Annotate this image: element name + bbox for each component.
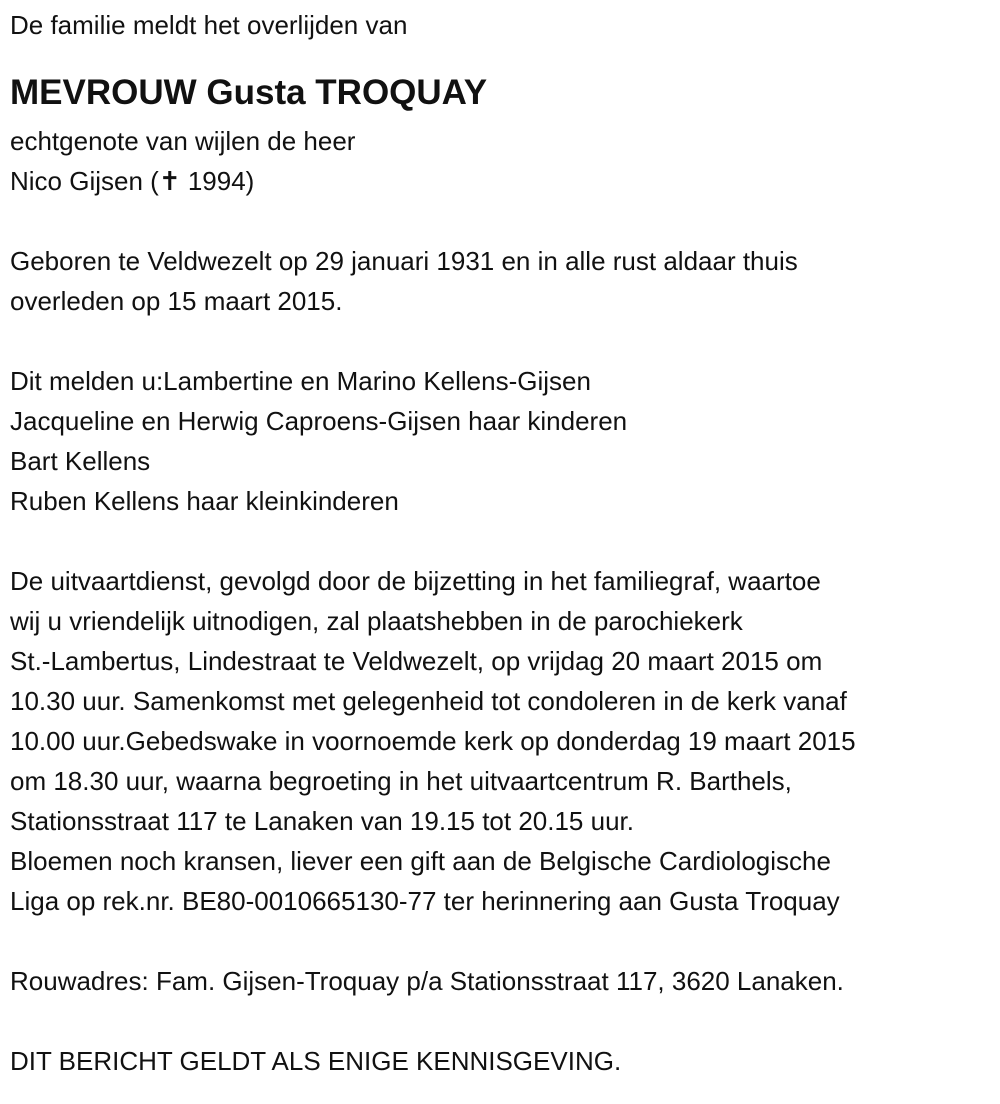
death-notice: [10, 5, 856, 1081]
closing-notice: DIT BERICHT GELDT ALS ENIGE KENNISGEVING.: [10, 1046, 622, 1076]
birth-line: overleden op 15 maart 2015.: [10, 286, 343, 316]
family-line: Bart Kellens: [10, 446, 151, 476]
deceased-name: MEVROUW Gusta TROQUAY: [10, 73, 488, 112]
mourning-address: Rouwadres: Fam. Gijsen-Troquay p/a Stationsstraat 117, 3620 Lanaken.: [10, 966, 844, 996]
service-line: St.-Lambertus, Lindestraat te Veldwezelt, op vrijdag 20 maart 2015 om: [10, 646, 823, 676]
family-line: Dit melden u:Lambertine en Marino Kellens-Gijsen: [10, 366, 591, 396]
service-line: Stationsstraat 117 te Lanaken van 19.15 tot 20.15 uur.: [10, 806, 634, 836]
family-line: Ruben Kellens haar kleinkinderen: [10, 486, 399, 516]
spouse-name: Nico Gijsen (✝ 1994): [10, 166, 255, 196]
birth-line: Geboren te Veldwezelt op 29 januari 1931 en in alle rust aldaar thuis: [10, 246, 798, 276]
service-line: 10.00 uur.Gebedswake in voornoemde kerk op donderdag 19 maart 2015: [10, 726, 856, 756]
service-line: Liga op rek.nr. BE80-0010665130-77 ter herinnering aan Gusta Troquay: [10, 886, 840, 916]
family-line: Jacqueline en Herwig Caproens-Gijsen haar kinderen: [10, 406, 628, 436]
service-line: Bloemen noch kransen, liever een gift aan de Belgische Cardiologische: [10, 846, 831, 876]
spouse-line: echtgenote van wijlen de heer: [10, 126, 356, 156]
service-line: 10.30 uur. Samenkomst met gelegenheid tot condoleren in de kerk vanaf: [10, 686, 847, 716]
intro-text: De familie meldt het overlijden van: [10, 10, 408, 40]
service-line: wij u vriendelijk uitnodigen, zal plaatshebben in de parochiekerk: [10, 606, 743, 636]
service-line: De uitvaartdienst, gevolgd door de bijzetting in het familiegraf, waartoe: [10, 566, 821, 596]
service-line: om 18.30 uur, waarna begroeting in het uitvaartcentrum R. Barthels,: [10, 766, 792, 796]
